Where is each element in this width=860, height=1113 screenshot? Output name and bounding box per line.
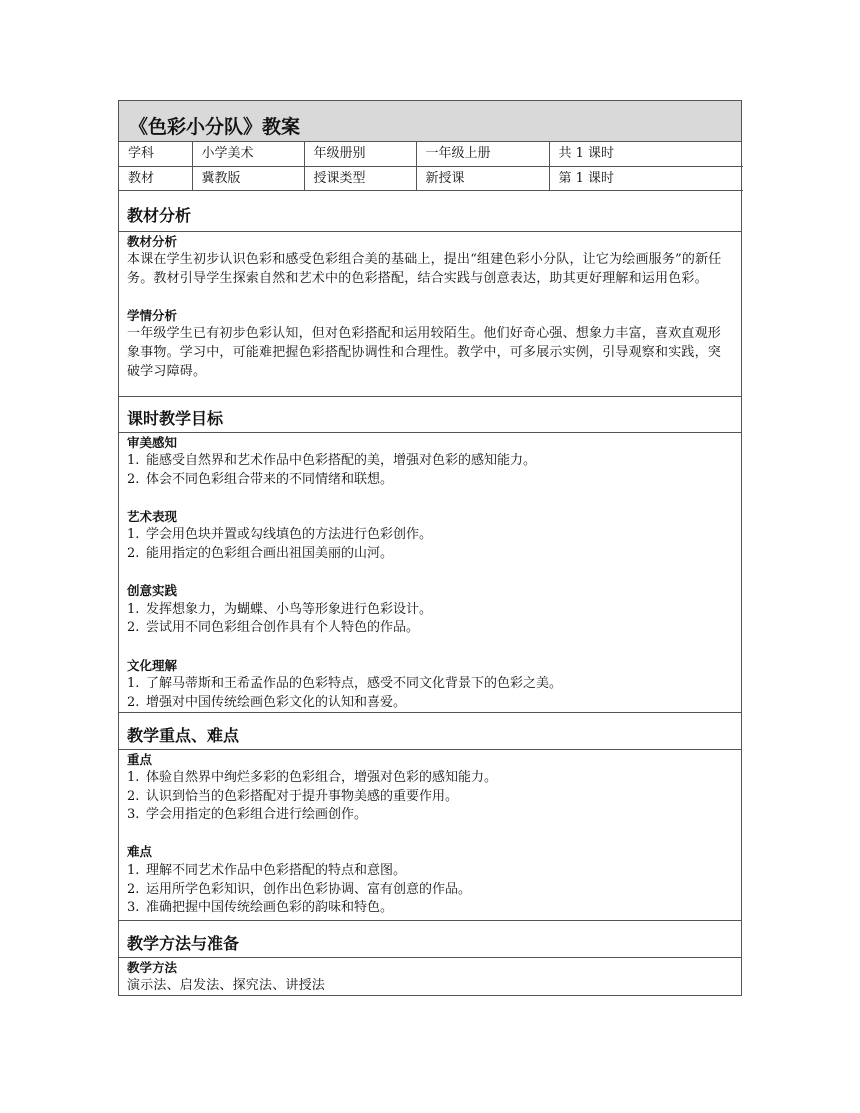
info-cell: 学科 (119, 142, 192, 166)
list-item: 1. 能感受自然界和艺术作品中色彩搭配的美，增强对色彩的感知能力。 (127, 453, 537, 469)
subsection-title: 难点 (127, 844, 153, 860)
list-item: 1. 了解马蒂斯和王希孟作品的色彩特点，感受不同文化背景下的色彩之美。 (127, 676, 563, 692)
subsection-title: 重点 (127, 751, 153, 767)
lesson-plan-document (118, 100, 742, 996)
section-body-methods (119, 958, 741, 995)
list-item: 1. 学会用色块并置或勾线填色的方法进行色彩创作。 (127, 527, 433, 543)
info-cell: 小学美术 (192, 142, 304, 166)
section-body-analysis (119, 232, 741, 397)
info-cell: 年级册别 (304, 142, 416, 166)
info-cell: 共 1 课时 (549, 142, 743, 166)
subsection-title: 艺术表现 (127, 508, 178, 524)
list-item: 2. 能用指定的色彩组合画出祖国美丽的山河。 (127, 546, 394, 562)
list-item: 3. 学会用指定的色彩组合进行绘画创作。 (127, 807, 368, 823)
subsection-title: 审美感知 (127, 434, 178, 450)
list-item: 2. 体会不同色彩组合带来的不同情绪和联想。 (127, 471, 394, 487)
info-cell: 冀教版 (192, 166, 304, 190)
info-cell: 第 1 课时 (549, 166, 743, 190)
course-info-table (119, 142, 743, 191)
info-row (119, 142, 743, 166)
info-cell: 教材 (119, 166, 192, 190)
list-item: 2. 运用所学色彩知识，创作出色彩协调、富有创意的作品。 (127, 881, 472, 897)
info-row (119, 166, 743, 190)
list-item: 2. 认识到恰当的色彩搭配对于提升事物美感的重要作用。 (127, 788, 459, 804)
subsection-title: 教学方法 (127, 959, 178, 975)
section-body-keypoints (119, 750, 741, 921)
section-heading-keypoints: 教学重点、难点 (119, 713, 741, 750)
list-item: 1. 体验自然界中绚烂多彩的色彩组合，增强对色彩的感知能力。 (127, 770, 498, 786)
list-item: 1. 理解不同艺术作品中色彩搭配的特点和意图。 (127, 863, 407, 879)
list-item: 1. 发挥想象力，为蝴蝶、小鸟等形象进行色彩设计。 (127, 601, 433, 617)
document-title: 《色彩小分队》教案 (119, 101, 741, 142)
subsection-title: 创意实践 (127, 583, 178, 599)
paragraph: 演示法、启发法、探究法、讲授法 (127, 978, 326, 994)
list-item: 2. 尝试用不同色彩组合创作具有个人特色的作品。 (127, 620, 420, 636)
section-body-goals (119, 433, 741, 713)
info-cell: 授课类型 (304, 166, 416, 190)
list-item: 2. 增强对中国传统绘画色彩文化的认知和喜爱。 (127, 694, 407, 710)
info-cell: 一年级上册 (416, 142, 549, 166)
info-cell: 新授课 (416, 166, 549, 190)
paragraph: 本课在学生初步认识色彩和感受色彩组合美的基础上，提出“组建色彩小分队，让它为绘画服务”的新任务。教材引导学生探索自然和艺术中的色彩搭配，结合实践与创意表达，助其更好理解和运用色彩。 (127, 252, 722, 286)
paragraph: 一年级学生已有初步色彩认知，但对色彩搭配和运用较陌生。他们好奇心强、想象力丰富，喜欢直观形象事物。学习中，可能难把握色彩搭配协调性和合理性。教学中，可多展示实例，引导观察和实践，突破学习障碍。 (127, 326, 722, 379)
subsection-title: 教材分析 (127, 233, 178, 249)
subsection-title: 学情分析 (127, 307, 178, 323)
section-heading-goals: 课时教学目标 (119, 397, 741, 433)
list-item: 3. 准确把握中国传统绘画色彩的韵味和特色。 (127, 900, 394, 916)
subsection-title: 文化理解 (127, 657, 178, 673)
section-heading-analysis: 教材分析 (119, 191, 741, 232)
section-heading-methods: 教学方法与准备 (119, 921, 741, 958)
